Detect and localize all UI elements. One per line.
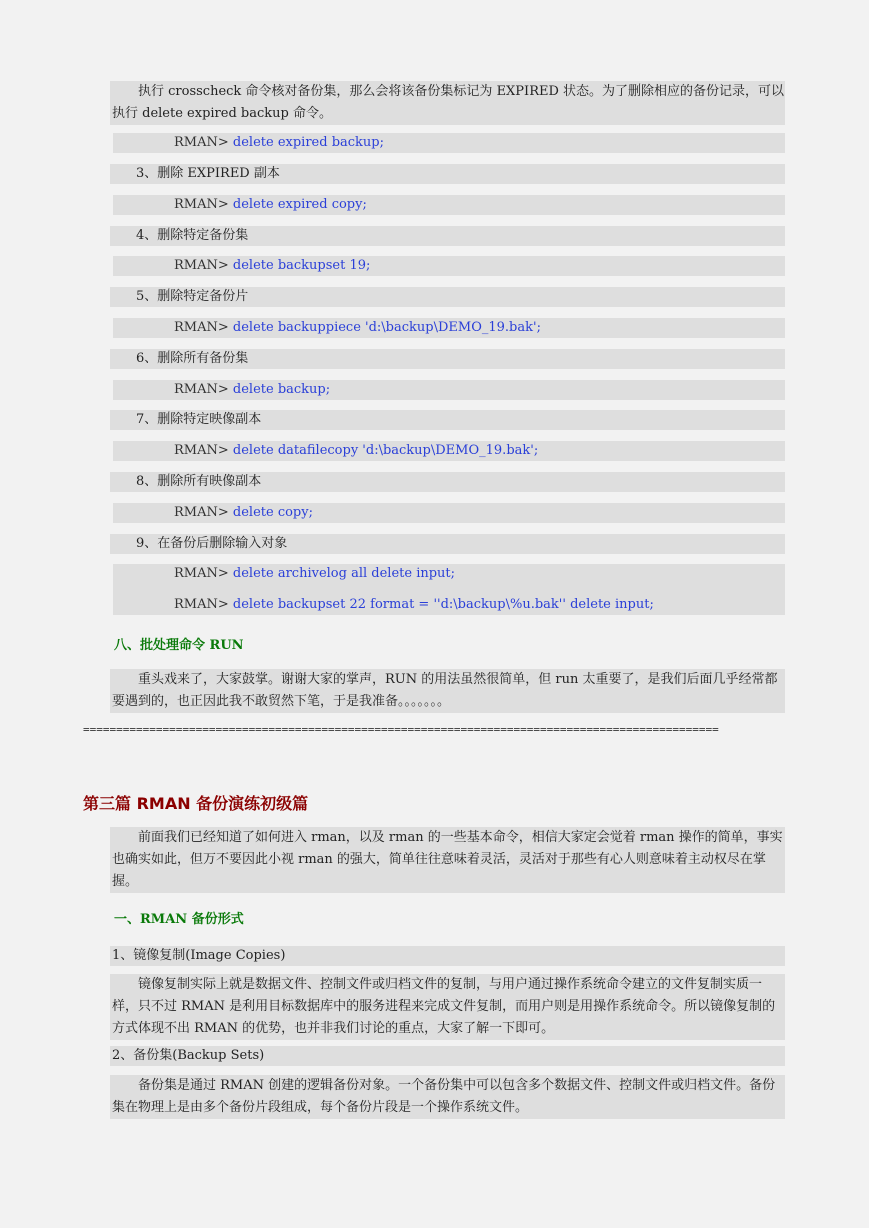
paragraph-crosscheck: 执行 crosscheck 命令核对备份集，那么会将该备份集标记为 EXPIRED 状态。为了删除相应的备份记录，可以执行 delete expired backup 命令。	[110, 81, 785, 125]
command-line	[113, 503, 785, 523]
step-heading: 8、删除所有映像副本	[110, 472, 785, 492]
section-heading-run: 八、批处理命令 RUN	[114, 638, 244, 653]
step-heading: 3、删除 EXPIRED 副本	[110, 164, 785, 184]
command-code: delete datafilecopy 'd:\backup\DEMO_19.bak';	[232, 443, 539, 458]
section-heading-forms: 一、RMAN 备份形式	[114, 912, 244, 927]
rman-prompt: RMAN>	[174, 505, 229, 520]
command-line	[113, 380, 785, 400]
chapter-title: 第三篇 RMAN 备份演练初级篇	[83, 794, 309, 813]
rman-prompt: RMAN>	[174, 135, 229, 150]
rman-prompt: RMAN>	[174, 382, 229, 397]
command-code: delete backuppiece 'd:\backup\DEMO_19.bak';	[232, 320, 541, 335]
command-line	[174, 595, 785, 615]
command-code: delete copy;	[232, 505, 313, 520]
command-line	[113, 133, 785, 153]
command-code: delete expired copy;	[232, 197, 367, 212]
rman-prompt: RMAN>	[174, 566, 229, 581]
command-line	[113, 441, 785, 461]
rman-prompt: RMAN>	[174, 320, 229, 335]
command-line	[113, 256, 785, 276]
step-heading: 9、在备份后删除输入对象	[110, 534, 785, 554]
command-code: delete expired backup;	[232, 135, 384, 150]
rman-prompt: RMAN>	[174, 443, 229, 458]
rman-prompt: RMAN>	[174, 197, 229, 212]
step-heading: 5、删除特定备份片	[110, 287, 785, 307]
item-image-copies: 1、镜像复制(Image Copies)	[110, 946, 785, 966]
rman-prompt: RMAN>	[174, 597, 229, 612]
paragraph-run: 重头戏来了，大家鼓掌。谢谢大家的掌声，RUN 的用法虽然很简单，但 run 太重要了，是我们后面几乎经常都要遇到的，也正因此我不敢贸然下笔，于是我准备。。。。。。。	[110, 669, 785, 713]
command-line	[174, 564, 785, 595]
command-block	[113, 564, 785, 615]
step-heading: 6、删除所有备份集	[110, 349, 785, 369]
paragraph-intro: 前面我们已经知道了如何进入 rman，以及 rman 的一些基本命令，相信大家定会觉着 rman 操作的简单，事实也确实如此，但万不要因此小视 rman 的强大，简单往往意味着灵活，灵活对于那些有心人则意味着主动权尽在掌握。	[110, 827, 785, 893]
command-code: delete backupset 19;	[232, 258, 371, 273]
command-code: delete backupset 22 format = ''d:\backup\%u.bak'' delete input;	[232, 597, 654, 612]
step-heading: 4、删除特定备份集	[110, 226, 785, 246]
command-code: delete archivelog all delete input;	[232, 566, 456, 581]
command-line	[113, 195, 785, 215]
command-line	[113, 318, 785, 338]
command-code: delete backup;	[232, 382, 331, 397]
paragraph-image-copies: 镜像复制实际上就是数据文件、控制文件或归档文件的复制，与用户通过操作系统命令建立的文件复制实质一样，只不过 RMAN 是利用目标数据库中的服务进程来完成文件复制，而用户则是用操作系统命令。所以镜像复制的方式体现不出 RMAN 的优势，也并非我们讨论的重点，大家了解一下即可。	[110, 974, 785, 1040]
separator-line: ================================================================================================	[83, 723, 719, 736]
paragraph-backup-sets: 备份集是通过 RMAN 创建的逻辑备份对象。一个备份集中可以包含多个数据文件、控制文件或归档文件。备份集在物理上是由多个备份片段组成，每个备份片段是一个操作系统文件。	[110, 1075, 785, 1119]
step-heading: 7、删除特定映像副本	[110, 410, 785, 430]
rman-prompt: RMAN>	[174, 258, 229, 273]
item-backup-sets: 2、备份集(Backup Sets)	[110, 1046, 785, 1066]
